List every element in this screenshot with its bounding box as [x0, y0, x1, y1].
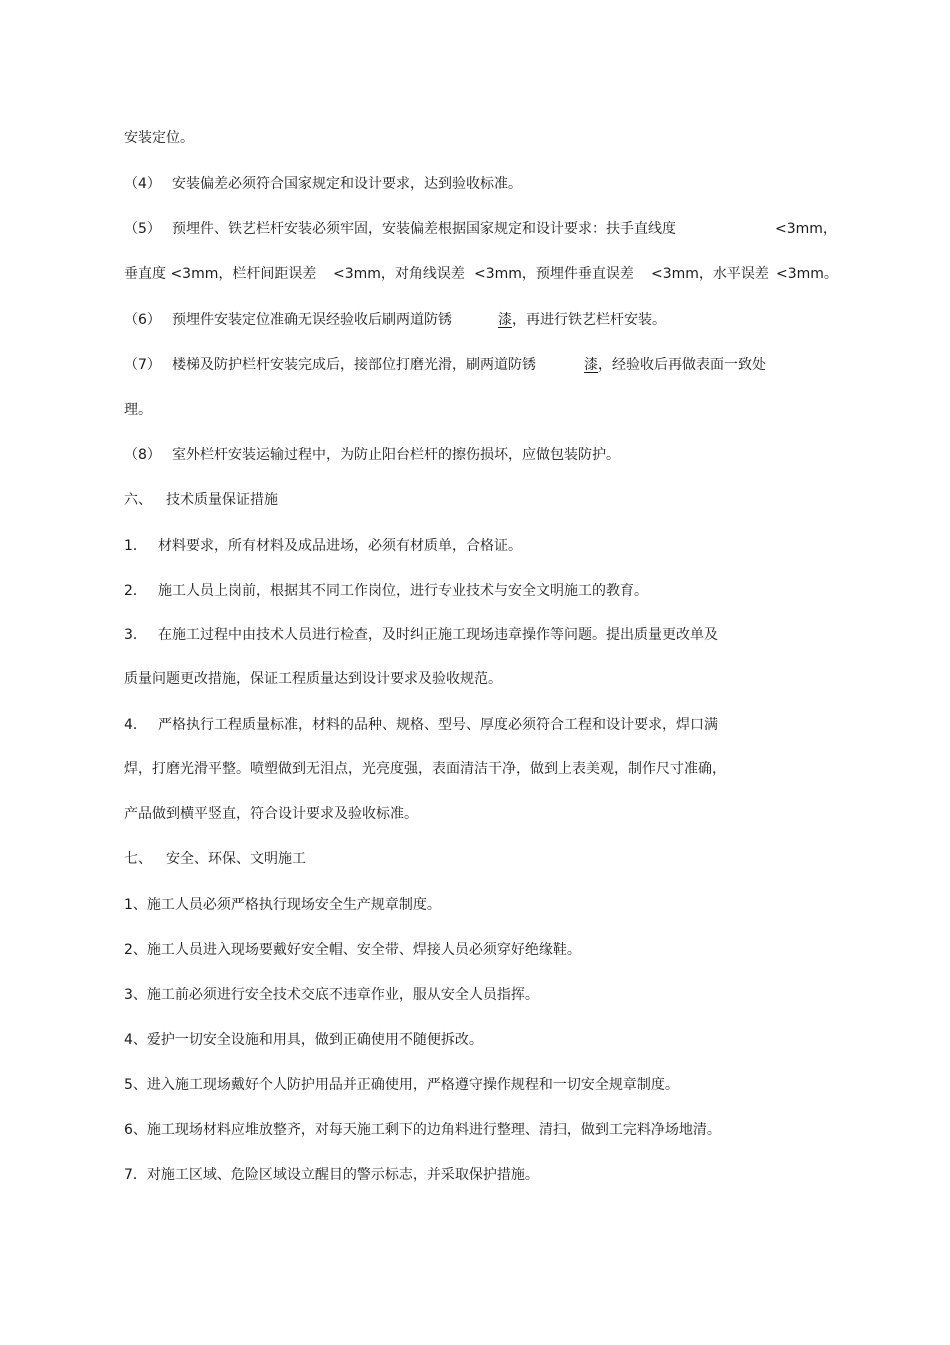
quality-item-1	[124, 537, 522, 555]
heading-text: 技术质量保证措施	[166, 492, 278, 508]
safety-item-6	[124, 1121, 721, 1139]
list-item-7	[124, 356, 766, 374]
item-number: （4）	[124, 176, 161, 192]
list-item-5	[124, 220, 837, 238]
safety-item-1	[124, 896, 441, 914]
item-text: 室外栏杆安装运输过程中，为防止阳台栏杆的擦伤损坏，应做包装防护。	[172, 447, 620, 463]
item-text: 安装偏差必须符合国家规定和设计要求，达到验收标准。	[172, 176, 522, 192]
item-number: 3．	[124, 627, 147, 643]
safety-item-3	[124, 986, 539, 1004]
safety-item-7	[124, 1166, 539, 1184]
tolerance-end: <3mm。	[776, 266, 838, 282]
item-number: （8）	[124, 447, 161, 463]
list-item-8	[124, 446, 620, 464]
item-text: 在施工过程中由技术人员进行检查，及时纠正施工现场违章操作等问题。提出质量更改单及	[158, 627, 718, 643]
line-text: 2、施工人员进入现场要戴好安全帽、安全带、焊接人员必须穿好绝缘鞋。	[124, 942, 581, 958]
item-number: （5）	[124, 221, 161, 237]
safety-item-4	[124, 1031, 483, 1049]
item-text-rest: ，再进行铁艺栏杆安装。	[512, 312, 666, 328]
line-text: 1、施工人员必须严格执行现场安全生产规章制度。	[124, 897, 441, 913]
item-text: 预埋件安装定位准确无误经验收后刷两道防锈	[172, 312, 452, 328]
item-text: 预埋件、铁艺栏杆安装必须牢固，安装偏差根据国家规定和设计要求：扶手直线度	[172, 221, 676, 237]
quality-item-4	[124, 716, 718, 734]
line-text: 7．对施工区域、危险区域设立醒目的警示标志，并采取保护措施。	[124, 1167, 539, 1183]
underlined-word: 漆	[584, 357, 598, 373]
item-number: （7）	[124, 357, 161, 373]
heading-text: 安全、环保、文明施工	[166, 851, 306, 867]
paragraph-line	[124, 670, 502, 688]
tolerance-vertical: 垂直度 <3mm，栏杆间距误差	[124, 266, 317, 282]
heading-number: 七、	[124, 851, 152, 867]
item-text: 楼梯及防护栏杆安装完成后，接部位打磨光滑，刷两道防锈	[172, 357, 536, 373]
paragraph-line	[124, 805, 418, 823]
item-text-tail: <3mm，	[775, 221, 837, 237]
line-text: 焊，打磨光滑平整。喷塑做到无泪点，光亮度强，表面清洁干净，做到上表美观，制作尺寸准确，	[124, 761, 726, 777]
tolerance-line	[124, 265, 838, 283]
line-text: 理。	[124, 402, 152, 418]
safety-item-5	[124, 1076, 679, 1094]
line-text: 5、进入施工现场戴好个人防护用品并正确使用，严格遵守操作规程和一切安全规章制度。	[124, 1077, 679, 1093]
quality-item-2	[124, 582, 648, 600]
safety-item-2	[124, 941, 581, 959]
item-number: 4．	[124, 717, 147, 733]
tolerance-embedded: <3mm，预埋件垂直误差	[474, 266, 634, 282]
list-item-4	[124, 175, 522, 193]
item-number: 2．	[124, 583, 147, 599]
line-text: 6、施工现场材料应堆放整齐，对每天施工剩下的边角料进行整理、清扫，做到工完料净场地清。	[124, 1122, 721, 1138]
line-text: 安装定位。	[124, 130, 194, 146]
tolerance-diagonal: <3mm，对角线误差	[333, 266, 465, 282]
line-text: 质量问题更改措施，保证工程质量达到设计要求及验收规范。	[124, 671, 502, 687]
paragraph-line	[124, 401, 152, 419]
item-number: 1．	[124, 538, 147, 554]
item-text: 材料要求，所有材料及成品进场，必须有材质单，合格证。	[158, 538, 522, 554]
paragraph-line	[124, 129, 194, 147]
item-number: （6）	[124, 312, 161, 328]
heading-number: 六、	[124, 492, 152, 508]
item-text-rest: ，经验收后再做表面一致处	[598, 357, 766, 373]
paragraph-line	[124, 760, 726, 778]
list-item-6	[124, 311, 666, 329]
tolerance-horizontal: <3mm，水平误差	[651, 266, 769, 282]
section-heading-6	[124, 491, 278, 509]
underlined-word: 漆	[498, 312, 512, 328]
item-text: 严格执行工程质量标准，材料的品种、规格、型号、厚度必须符合工程和设计要求，焊口满	[158, 717, 718, 733]
line-text: 4、爱护一切安全设施和用具，做到正确使用不随便拆改。	[124, 1032, 483, 1048]
line-text: 产品做到横平竖直，符合设计要求及验收标准。	[124, 806, 418, 822]
item-text: 施工人员上岗前，根据其不同工作岗位，进行专业技术与安全文明施工的教育。	[158, 583, 648, 599]
quality-item-3	[124, 626, 718, 644]
section-heading-7	[124, 850, 306, 868]
line-text: 3、施工前必须进行安全技术交底不违章作业，服从安全人员指挥。	[124, 987, 539, 1003]
